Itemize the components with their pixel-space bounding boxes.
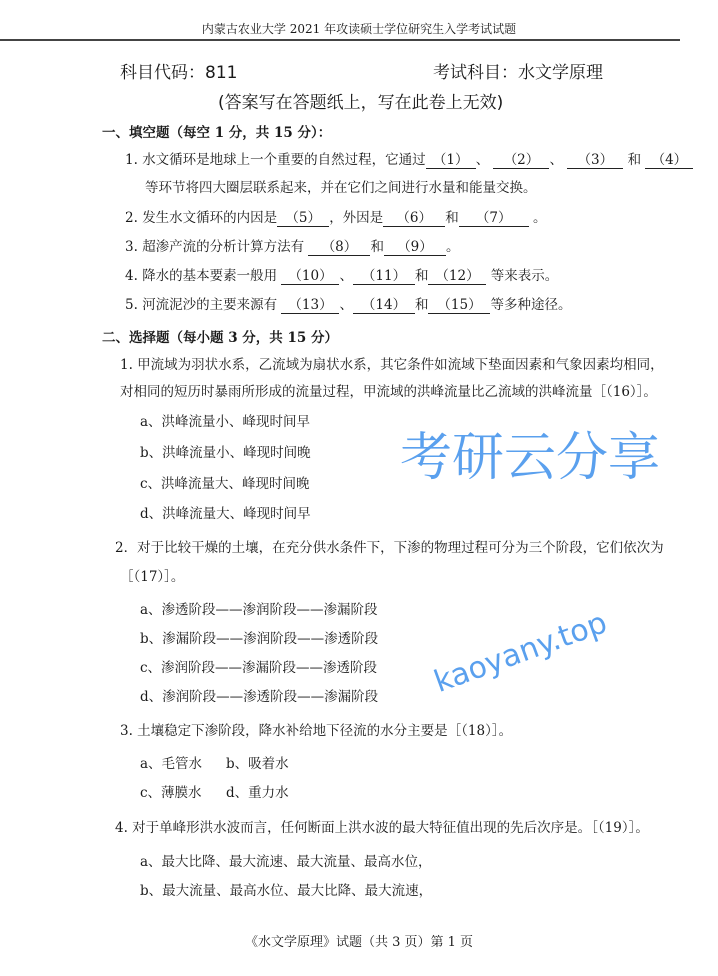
fill-q4: 4. 降水的基本要素一般用 （10） 、 （11） 和 （12） 等来表示。 [125,268,559,284]
section2-title: 二、选择题（每小题 3 分，共 15 分） [102,330,338,346]
watermark-cn: 考研云分享 [400,428,661,488]
header-rule [0,39,680,41]
mc-q2-option: b、渗漏阶段——渗润阶段——渗透阶段 [140,631,379,647]
subject-code: 科目代码：811 [120,63,238,83]
mc-q4: 4. 对于单峰形洪水波而言，任何断面上洪水波的最大特征值出现的先后次序是。［（19）］。 [115,820,649,836]
mc-q1-option: a、洪峰流量小、峰现时间早 [140,414,311,430]
mc-q2-option: d、渗润阶段——渗透阶段——渗漏阶段 [140,689,379,705]
watermark-url: kaoyany.top [429,605,612,700]
fill-q1: 1. 水文循环是地球上一个重要的自然过程，它通过 （1） 、 （2） 、 （3） 和 （4） [125,151,693,169]
mc-q3-option: b、吸着水 [226,756,289,772]
fill-q5: 5. 河流泥沙的主要来源有 （13） 、 （14） 和 （15） 等多种途径。 [125,297,572,313]
section1-title: 一、填空题（每空 1 分，共 15 分）： [102,125,332,141]
mc-q1: 1. 甲流域为羽状水系，乙流域为扇状水系，其它条件如流域下垫面因素和气象因素均相同， [120,357,664,373]
mc-q1-cont: 对相同的短历时暴雨所形成的流量过程，甲流域的洪峰流量比乙流域的洪峰流量［（16）］。 [120,384,657,400]
mc-q2-option: a、渗透阶段——渗润阶段——渗漏阶段 [140,602,378,618]
mc-q1-option: d、洪峰流量大、峰现时间早 [140,506,311,522]
mc-q2-option: c、渗润阶段——渗漏阶段——渗透阶段 [140,660,378,676]
page-footer: 《水文学原理》试题（共 3 页）第 1 页 [244,935,474,950]
mc-q3: 3. 土壤稳定下渗阶段，降水补给地下径流的水分主要是［（18）］。 [120,723,513,739]
mc-q4-option: b、最大流量、最高水位、最大比降、最大流速， [140,883,433,899]
mc-q3-option: d、重力水 [226,785,289,801]
subject-name: 考试科目：水文学原理 [433,63,603,83]
mc-q4-option: a、最大比降、最大流速、最大流量、最高水位， [140,854,432,870]
page-header: 内蒙古农业大学 2021 年攻读硕士学位研究生入学考试试题 [201,22,517,36]
mc-q1-option: c、洪峰流量大、峰现时间晚 [140,476,310,492]
mc-q2-cont: ［（17）］。 [120,569,185,585]
mc-q1-option: b、洪峰流量小、峰现时间晚 [140,445,311,461]
fill-q1-cont: 等环节将四大圈层联系起来，并在它们之间进行水量和能量交换。 [145,180,537,196]
notice: (答案写在答题纸上，写在此卷上无效) [218,93,504,113]
fill-q3: 3. 超渗产流的分析计算方法有 （8） 和 （9） 。 [125,239,460,255]
mc-q3-option: c、薄膜水 [140,785,202,801]
mc-q3-option: a、毛管水 [140,756,203,772]
fill-q2: 2. 发生水文循环的内因是 （5） ，外因是 （6） 和 （7） 。 [125,210,547,226]
mc-q2: 2．对于比较干燥的土壤，在充分供水条件下，下渗的物理过程可分为三个阶段，它们依次为 [115,540,664,556]
